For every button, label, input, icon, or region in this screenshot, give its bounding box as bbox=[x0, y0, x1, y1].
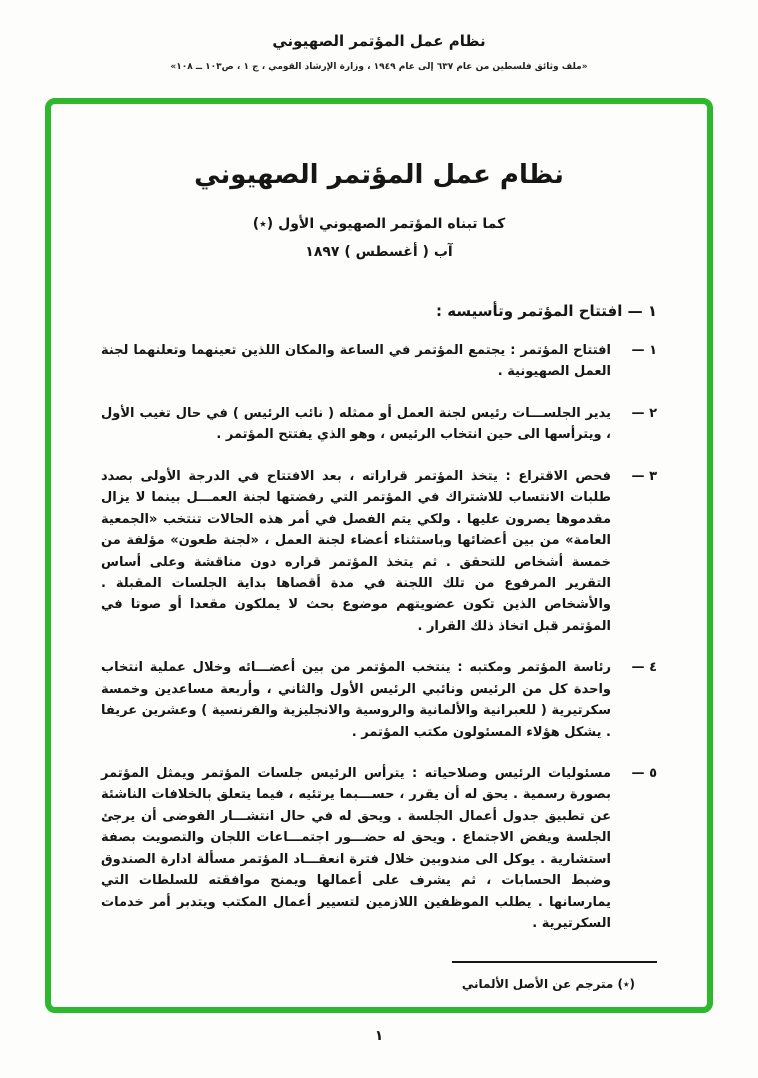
document-title: نظام عمل المؤتمر الصهيوني bbox=[194, 160, 564, 190]
document-subtitle: كما تبناه المؤتمر الصهيوني الأول (٭) bbox=[252, 216, 506, 232]
document-date: آب ( أغسطس ) ١٨٩٧ bbox=[305, 244, 453, 260]
header-source-line: «ملف وثائق فلسطين من عام ٦٣٧ إلى عام ١٩٤٩ ، وزارة الإرشاد القومي ، ج ١ ، ص١٠٣ ــ ١٠٨» bbox=[170, 62, 588, 72]
footnote-rule bbox=[452, 961, 657, 963]
document-items bbox=[101, 340, 657, 935]
page-header bbox=[0, 0, 758, 72]
document-item bbox=[101, 340, 657, 383]
item-number: ٥ — bbox=[631, 766, 657, 781]
item-text: يدير الجلســـات رئيس لجنة العمل أو ممثله ( نائب الرئيس ) في حال تغيب الأول ، ويترأسها الى حين انتخاب الرئيس ، وهو الذي يفتتح المؤتمر . bbox=[101, 405, 611, 443]
document-item bbox=[101, 657, 657, 743]
document-item bbox=[101, 403, 657, 446]
document-item bbox=[101, 466, 657, 638]
footnote-text: (٭) مترجم عن الأصل الألماني bbox=[461, 976, 635, 991]
document-item bbox=[101, 763, 657, 935]
item-text: مسئوليات الرئيس وصلاحياته : يترأس الرئيس جلسات المؤتمر ويمثل المؤتمر بصورة رسمية . يحق له أن يقرر ، حســـبما يرتئيه ، فيما يتعلق بالخلافات الناشئة عن تطبيق جدول أعمال الجلسة . ويحق له في حال انتشـــار الفوضى أن يرجئ الجلسة ويفض الاجتماع . ويحق له حضـــور اجتمـــاعات اللجان والتصويت بصفة استشارية . يوكل الى مندوبين خلال فترة انعقـــاد المؤتمر مسألة ادارة الصندوق وضبط الحسابات ، ثم يشرف على أعمالها ويمنح موافقته للسلطات التي يمارسانها . يطلب الموظفين اللازمين لتسيير أعمال المكتب ويتدبر أمر خدمات السكرتيرية . bbox=[101, 766, 611, 932]
item-text: رئاسة المؤتمر ومكتبه : ينتخب المؤتمر من بين أعضـــائه وخلال عملية انتخاب واحدة كل من الرئيس ونائبي الرئيس الأول والثاني ، وأربعة مساعدين وخمسة سكرتيرية ( للعبرانية والألمانية والروسية والانجليزية والفرنسية ) وعشرين عريفا . يشكل هؤلاء المسئولون مكتب المؤتمر . bbox=[101, 660, 611, 740]
header-title: نظام عمل المؤتمر الصهيوني bbox=[272, 32, 486, 50]
item-text: افتتاح المؤتمر : يجتمع المؤتمر في الساعة والمكان اللذين تعينهما وتعلنهما لجنة العمل الصهيونية . bbox=[101, 343, 611, 380]
page-number: ١ bbox=[374, 1028, 384, 1044]
section-heading: ١ — افتتاح المؤتمر وتأسيسه : bbox=[436, 302, 657, 320]
item-number: ٤ — bbox=[631, 660, 657, 676]
item-number: ٣ — bbox=[631, 468, 657, 484]
item-number: ٢ — bbox=[631, 405, 657, 421]
document-frame bbox=[45, 98, 713, 1013]
item-number: ١ — bbox=[631, 343, 657, 358]
item-text: فحص الاقتراع : يتخذ المؤتمر قراراته ، بعد الافتتاح في الدرجة الأولى بصدد طلبات الانتساب للاشتراك في المؤتمر التي رفضتها لجنة العمـــل بينما لا يزال مقدموها يصرون عليها . ولكي يتم الفصل في أمر هذه الحالات تنتخب «الجمعية العامة» من بين أعضائها وباستثناء أعضاء لجنة العمل ، «لجنة طعون» مؤلفة من خمسة أشخاص للتحقق . ثم يتخذ المؤتمر قراره دون مناقشة وعلى أساس التقرير المرفوع من تلك اللجنة في مدة أقصاها بداية الجلسات المقبلة . والأشخاص الذين تكون عضويتهم موضوع بحث لا يملكون مقعدا أو صوتا في المؤتمر قبل اتخاذ ذلك القرار . bbox=[101, 468, 611, 634]
